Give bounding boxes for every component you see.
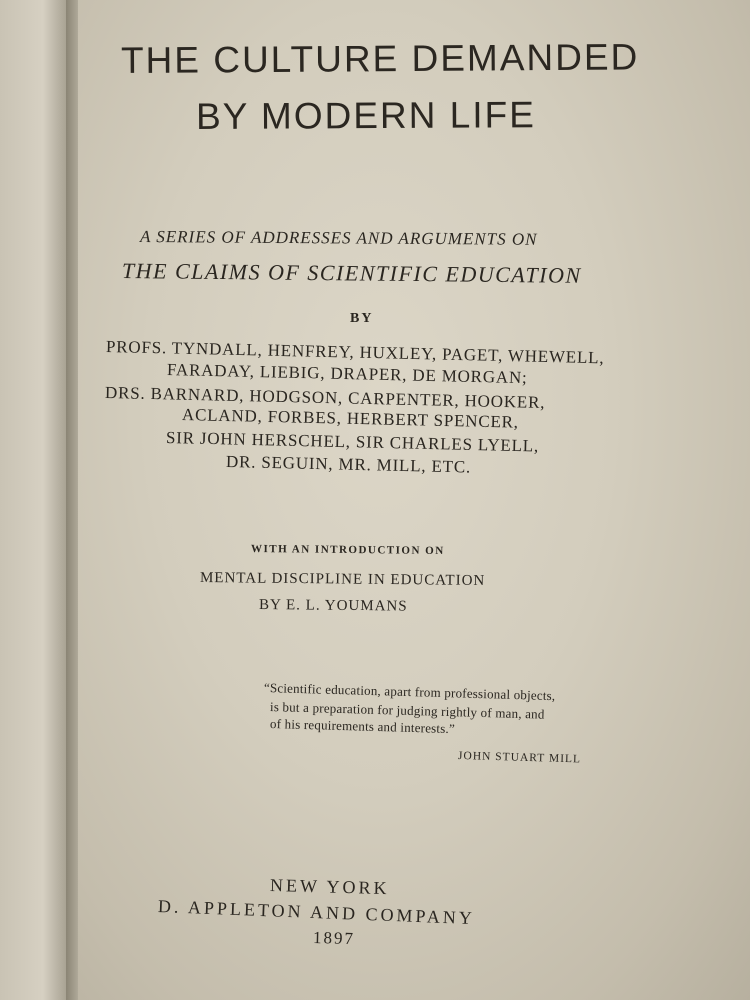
author-line-6: DR. SEGUIN, MR. MILL, ETC. (225, 452, 472, 477)
title-line-2: BY MODERN LIFE (195, 94, 536, 137)
intro-line-1: WITH AN INTRODUCTION ON (250, 543, 445, 558)
by-label: BY (350, 311, 374, 326)
title-line-1: THE CULTURE DEMANDED (120, 36, 640, 81)
author-line-5: SIR JOHN HERSCHEL, SIR CHARLES LYELL, (165, 428, 540, 456)
imprint-year: 1897 (312, 928, 356, 949)
intro-line-2: MENTAL DISCIPLINE IN EDUCATION (199, 570, 486, 589)
imprint-city: NEW YORK (269, 875, 390, 899)
author-line-4: ACLAND, FORBES, HERBERT SPENCER, (181, 405, 520, 432)
author-line-3: DRS. BARNARD, HODGSON, CARPENTER, HOOKER, (104, 383, 546, 412)
epigraph-line-2: is but a preparation for judging rightly of man, and (269, 699, 545, 722)
intro-line-3: BY E. L. YOUMANS (258, 597, 408, 615)
subtitle-line-1: A SERIES OF ADDRESSES AND ARGUMENTS ON (139, 227, 538, 249)
title-page (78, 0, 750, 1000)
epigraph-line-3: of his requirements and interests.” (269, 716, 456, 737)
epigraph-attribution: JOHN STUART MILL (457, 750, 582, 766)
imprint-publisher: D. APPLETON AND COMPANY (157, 896, 476, 929)
author-line-1: PROFS. TYNDALL, HENFREY, HUXLEY, PAGET, WHEWELL, (105, 337, 605, 368)
epigraph-line-1: “Scientific education, apart from professional objects, (263, 680, 556, 704)
subtitle-line-2: THE CLAIMS OF SCIENTIFIC EDUCATION (121, 258, 582, 288)
author-line-2: FARADAY, LIEBIG, DRAPER, DE MORGAN; (166, 360, 528, 388)
